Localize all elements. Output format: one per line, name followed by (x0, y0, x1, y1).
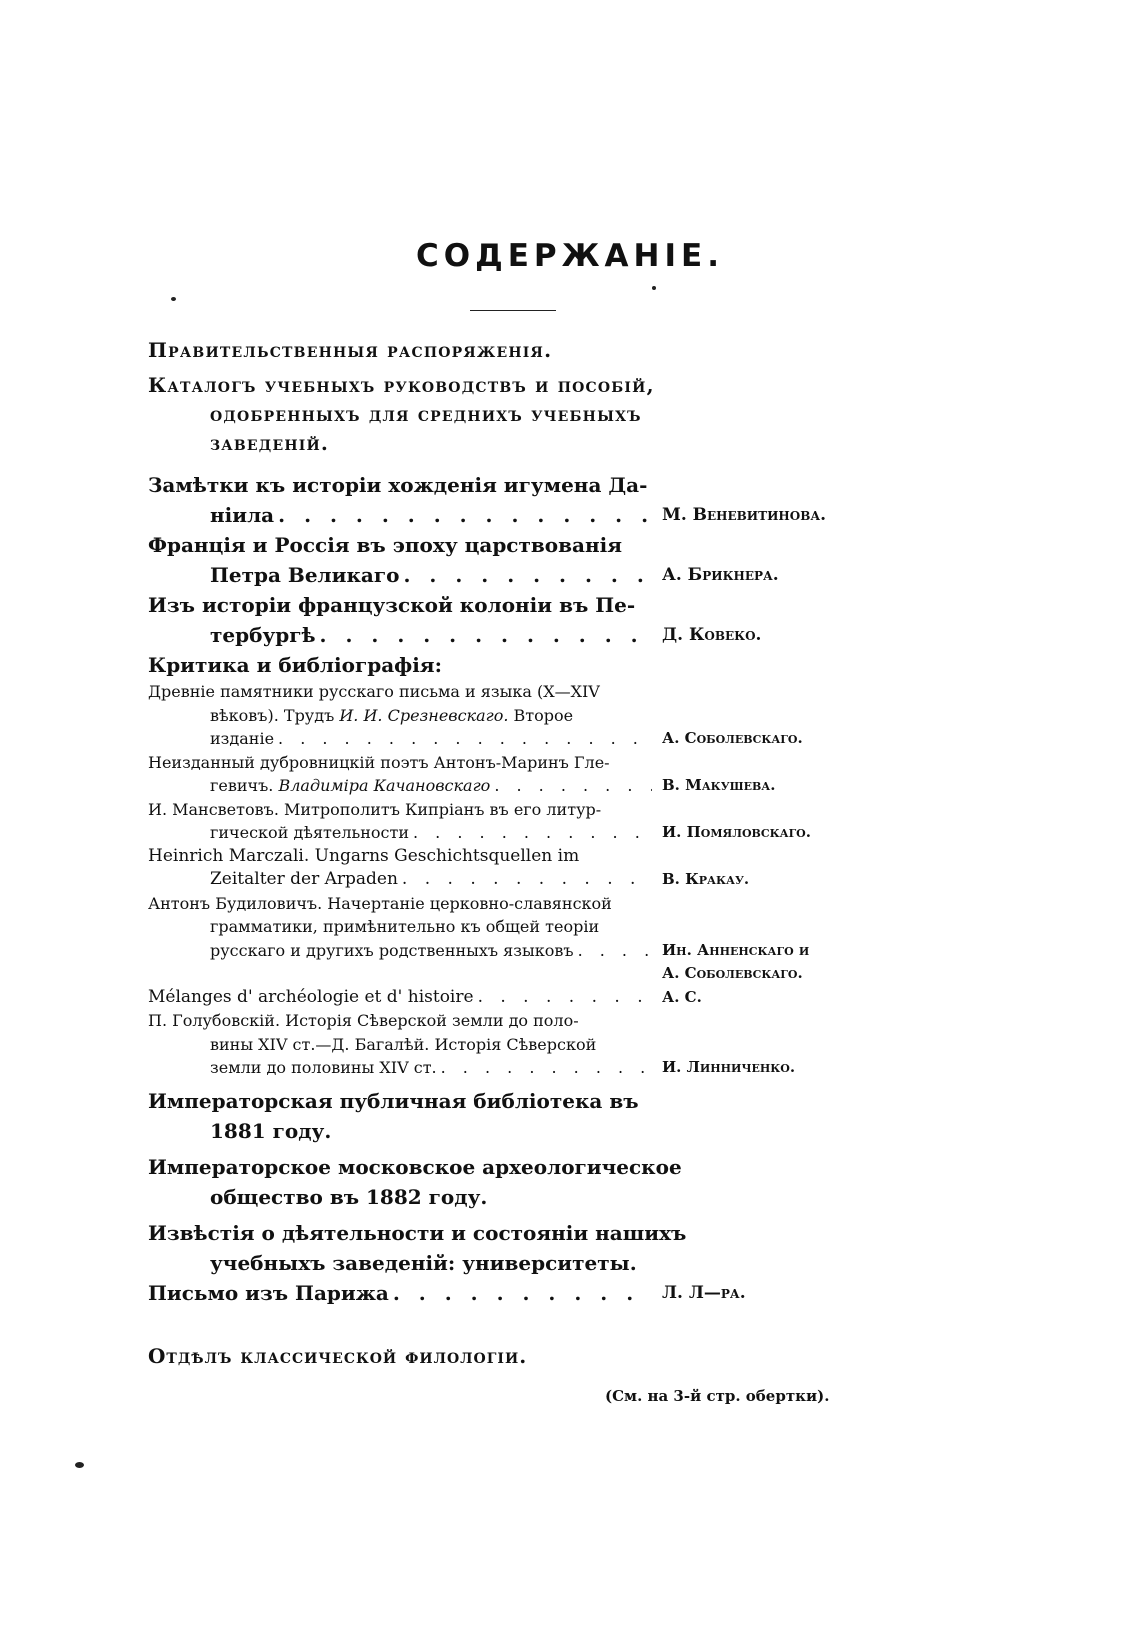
toc-entry-review[interactable] (148, 751, 868, 798)
entry-text-part: Второе (508, 705, 574, 725)
entry-author: И. Помяловскаго. (662, 823, 811, 841)
toc-entry-news[interactable] (148, 1218, 868, 1278)
entry-text-line2 (148, 821, 652, 845)
entry-text-line1: Изъ исторіи французской колоніи въ Пе- (148, 593, 636, 617)
entry-text-line1: Каталогъ учебныхъ руководствъ и пособій, (148, 373, 655, 397)
dot-leader (274, 727, 652, 751)
entry-text-line1: И. Мансветовъ. Митрополитъ Кипріанъ въ его литур- (148, 799, 602, 819)
entry-text-line2: вины XIV ст.—Д. Багалѣй. Исторія Сѣверской (210, 1034, 597, 1054)
toc-entry-letter-paris[interactable] (148, 1278, 868, 1308)
entry-text-line2 (148, 500, 652, 530)
dot-leader (409, 821, 652, 845)
page-title: СОДЕРЖАНІЕ. (416, 238, 724, 274)
dot-leader (490, 774, 652, 798)
entry-text-line2: общество въ 1882 году. (210, 1184, 488, 1209)
dot-leader (474, 986, 652, 1010)
entry-text-line1: Императорская публичная библіотека въ (148, 1088, 639, 1113)
entry-title-end: гической дѣятельности (210, 823, 409, 842)
entry-author-line2: А. Соболевскаго. (662, 964, 803, 982)
entry-author (652, 892, 868, 986)
entry-text-line2: одобренныхъ для среднихъ учебныхъ (210, 402, 642, 426)
entry-author: И. Линниченко. (662, 1058, 796, 1076)
entry-author: М. Веневитинова. (662, 505, 827, 525)
entry-text-line2: 1881 году. (210, 1118, 332, 1143)
toc-section-classical[interactable]: Отдѣлъ классической филологіи. (148, 1344, 528, 1368)
entry-author: Л. Л—ра. (662, 1282, 746, 1303)
entry-author: В. Кракау. (662, 870, 750, 888)
entry-text-line2: учебныхъ заведеній: университеты. (210, 1250, 637, 1275)
entry-text-line2 (148, 704, 652, 728)
entry-title-end (210, 774, 490, 798)
print-speck (75, 1462, 84, 1468)
print-speck (652, 286, 656, 290)
entry-title-end: Zeitalter der Arpaden (210, 869, 398, 889)
toc-entry-catalog[interactable] (148, 371, 868, 458)
entry-title-end: Письмо изъ Парижа (148, 1280, 389, 1305)
dot-leader (316, 620, 652, 650)
contents-list (148, 336, 868, 1308)
print-speck (171, 297, 176, 301)
toc-entry-review[interactable] (148, 680, 868, 751)
entry-text-line1: Древніе памятники русскаго письма и языка (X—XIV (148, 682, 600, 701)
entry-author-line1: Ин. Анненскаго и (662, 940, 810, 959)
entry-text-line1: Замѣтки къ исторіи хожденія игумена Да- (148, 473, 648, 497)
entry-title-end: ніила (210, 503, 275, 527)
entry-title-end: Mélanges d' archéologie et d' histoire (148, 986, 474, 1007)
entry-text-line1: Антонъ Будиловичъ. Начертаніе церковно-славянской (148, 893, 612, 913)
toc-entry-archaeological-society[interactable] (148, 1152, 868, 1212)
entry-author: Д. Ковеко. (662, 625, 762, 645)
entry-author: А. С. (662, 987, 702, 1006)
entry-title-end: изданіе (210, 729, 275, 748)
section-heading: Критика и библіографія: (148, 653, 442, 677)
entry-text-line1: П. Голубовскій. Исторія Сѣверской земли до поло- (148, 1011, 579, 1030)
toc-entry-review[interactable] (148, 892, 868, 986)
entry-text-line3 (148, 939, 652, 963)
entry-text-line2 (148, 620, 652, 650)
toc-entry-review[interactable] (148, 986, 868, 1010)
cover-note: (См. на 3-й стр. обертки). (605, 1387, 830, 1405)
toc-entry-government[interactable] (148, 336, 868, 365)
entry-text-line1: Извѣстія о дѣятельности и состояніи нашихъ (148, 1220, 687, 1245)
entry-text-part: вѣковъ). Трудъ (210, 705, 340, 725)
toc-entry-review[interactable] (148, 845, 868, 892)
entry-text-line2 (148, 774, 652, 798)
toc-entry-review[interactable] (148, 1009, 868, 1080)
entry-text-line1: Франція и Россія въ эпоху царствованія (148, 533, 622, 557)
entry-text-line1: Императорское московское археологическое (148, 1154, 682, 1179)
entry-title-end: Петра Великаго (210, 563, 400, 587)
toc-entry-library[interactable] (148, 1086, 868, 1146)
entry-title-end: русскаго и другихъ родственныхъ языковъ (210, 940, 574, 960)
entry-author: А. Брикнера. (662, 565, 779, 585)
toc-entry-article[interactable] (148, 530, 868, 590)
dot-leader (437, 1056, 652, 1080)
entry-text-line1: Неизданный дубровницкій поэтъ Антонъ-Маринъ Гле- (148, 752, 610, 772)
dot-leader (399, 560, 652, 590)
entry-text-line3: заведеній. (210, 431, 330, 455)
entry-author: А. Соболевскаго. (662, 729, 803, 747)
entry-text-line1: Heinrich Marczali. Ungarns Geschichtsquellen im (148, 845, 580, 866)
entry-text-line3 (148, 1056, 652, 1080)
dot-leader (398, 868, 652, 892)
title-rule (470, 310, 556, 311)
dot-leader (574, 939, 652, 963)
entry-text-line3 (148, 727, 652, 751)
entry-text-line2: грамматики, примѣнительно къ общей теоріи (210, 917, 600, 936)
entry-text-line2 (148, 560, 652, 590)
dot-leader (389, 1278, 652, 1308)
entry-text-part: гевичъ. (210, 776, 279, 795)
entry-text-line1 (148, 1278, 652, 1308)
entry-title-end: тербургѣ (210, 623, 316, 647)
entry-author: В. Макушева. (662, 776, 776, 794)
entry-text: Правительственныя распоряженія. (148, 338, 553, 362)
entry-text-line1 (148, 986, 652, 1010)
entry-author-italic: И. И. Срезневскаго. (339, 705, 509, 725)
toc-entry-article[interactable] (148, 590, 868, 650)
entry-text-line2 (148, 868, 652, 892)
toc-entry-article[interactable] (148, 470, 868, 530)
dot-leader (274, 500, 652, 530)
entry-title-end: земли до половины XIV ст. (210, 1058, 437, 1077)
entry-author-italic: Владиміра Качановскаго (278, 776, 491, 795)
toc-section-criticism[interactable] (148, 650, 868, 680)
toc-entry-review[interactable] (148, 798, 868, 845)
